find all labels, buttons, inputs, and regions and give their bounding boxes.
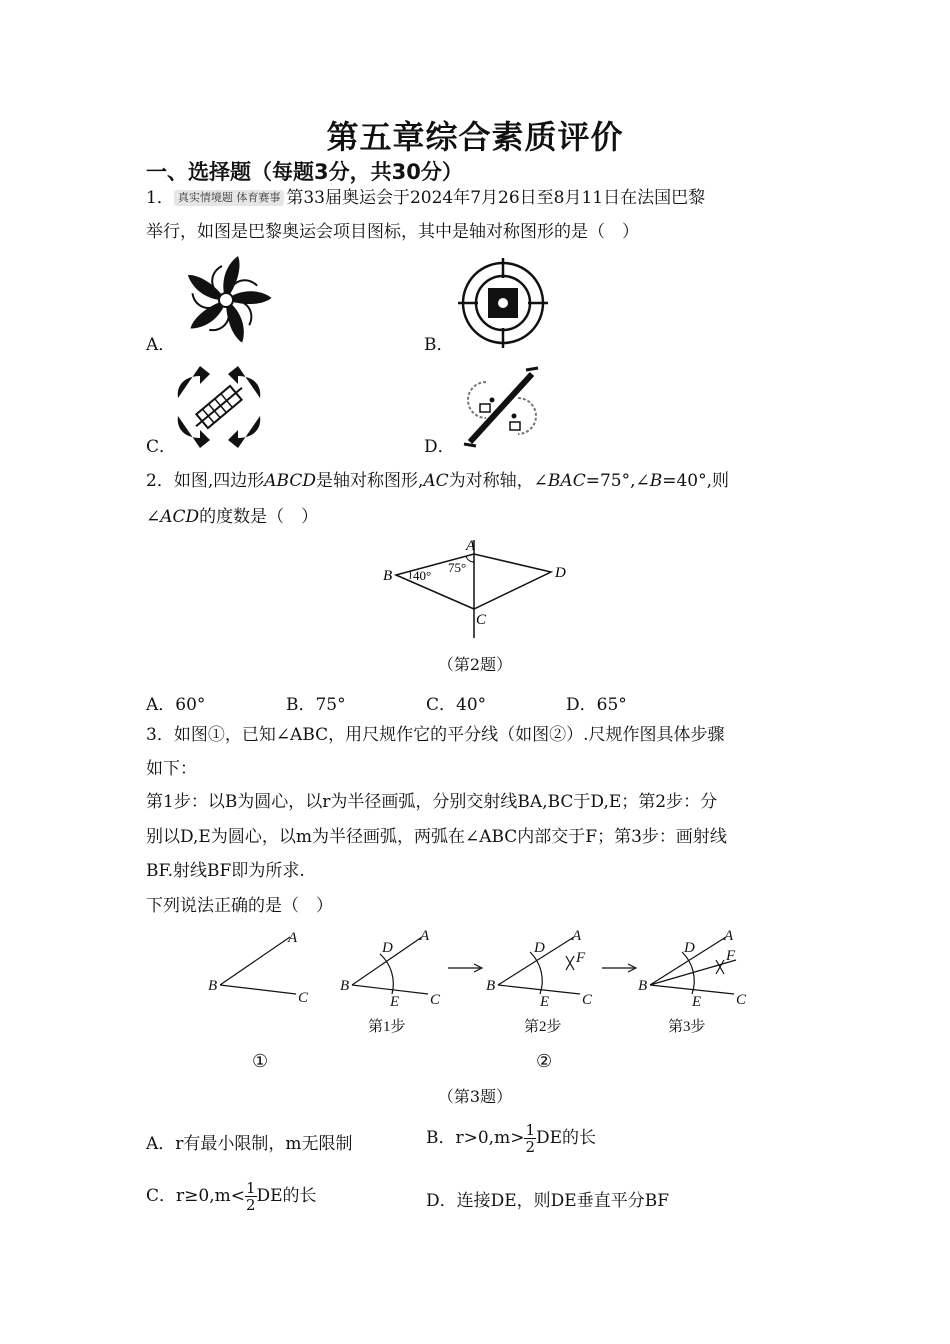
q3-s3-label-d: D <box>684 940 695 956</box>
q3-option-d[interactable]: D．连接DE，则DE垂直平分BF <box>426 1191 669 1211</box>
q3-s3-label-a: A <box>724 928 734 944</box>
q3-line1: 3．如图①，已知∠ABC，用尺规作它的平分线（如图②）.尺规作图具体步骤 <box>146 725 725 745</box>
page-title: 第五章综合素质评价 <box>326 118 624 156</box>
q3-step1-caption: 第1步 <box>368 1019 406 1035</box>
q3-s1-label-b: B <box>340 978 350 994</box>
q3-s3-label-f: F <box>726 948 736 964</box>
q1-option-d-label: D． <box>424 437 455 457</box>
q2-option-d[interactable]: D．65° <box>566 695 627 715</box>
q1-option-b-label: B． <box>424 335 454 355</box>
q3-line5: BF.射线BF即为所求. <box>146 861 305 881</box>
q1-line2: 举行，如图是巴黎奥运会项目图标，其中是轴对称图形的是（ ） <box>146 222 639 242</box>
q3-s1-label-c: C <box>430 992 441 1008</box>
q3-fig1-label-c: C <box>298 990 309 1006</box>
q1-option-d-bar-icon[interactable] <box>456 366 548 450</box>
q1-option-c-label: C． <box>146 437 177 457</box>
q3-step2-caption: 第2步 <box>524 1019 562 1035</box>
q1-option-a-label: A． <box>146 335 176 355</box>
q3-s2-label-b: B <box>486 978 496 994</box>
q2-angle-40: 40° <box>413 568 432 583</box>
q3-option-b[interactable]: B．r>0,m> $\frac{1}{2}$ DE的长 <box>426 1121 597 1156</box>
q3-s2-label-f: F <box>576 950 586 966</box>
q3-caption: （第3题） <box>437 1087 513 1106</box>
q3-s2-label-d: D <box>534 940 545 956</box>
q3-fig1-label-a: A <box>288 930 298 946</box>
section-heading: 一、选择题（每题3分，共30分） <box>146 160 463 184</box>
q1-option-b-target-icon[interactable] <box>458 258 548 348</box>
q3-s1-label-d: D <box>382 940 393 956</box>
q2-option-c[interactable]: C．40° <box>426 695 487 715</box>
q3-fig1-label-b: B <box>208 978 218 994</box>
q2-label-c: C <box>476 612 487 628</box>
q2-label-b: B <box>383 568 393 584</box>
q2-caption: （第2题） <box>437 655 513 674</box>
q1-number: 1． <box>146 188 174 208</box>
q3-option-c[interactable]: C．r≥0,m< $\frac{1}{2}$ DE的长 <box>146 1179 317 1214</box>
q3-option-c-fraction: $\frac{1}{2}$ <box>245 1179 256 1214</box>
q3-s2-label-e: E <box>540 994 550 1010</box>
q2-line2: ∠ACD的度数是（ ） <box>146 507 319 527</box>
q3-s1-label-a: A <box>420 928 430 944</box>
q1-text1: 第33届奥运会于2024年7月26日至8月11日在法国巴黎 <box>286 188 706 208</box>
q3-s2-label-a: A <box>572 928 582 944</box>
q3-line4: 别以D,E为圆心，以m为半径画弧，两弧在∠ABC内部交于F；第3步：画射线 <box>146 827 727 847</box>
q1-option-c-ring-icon[interactable] <box>174 366 264 448</box>
q2-option-a[interactable]: A．60° <box>146 695 206 715</box>
q3-s3-label-b: B <box>638 978 648 994</box>
q2-quadrilateral-figure <box>376 534 576 640</box>
q3-s3-label-c: C <box>736 992 747 1008</box>
q3-s3-label-e: E <box>692 994 702 1010</box>
q3-s2-label-c: C <box>582 992 593 1008</box>
q1-line1 <box>146 186 705 210</box>
q3-option-a[interactable]: A．r有最小限制，m无限制 <box>146 1134 353 1154</box>
q1-tag-context: 真实情境题 体育赛事 <box>174 190 285 206</box>
q2-label-d: D <box>555 565 566 581</box>
q2-label-a: A <box>466 538 476 554</box>
q2-option-b[interactable]: B．75° <box>286 695 346 715</box>
q3-mark-1: ① <box>252 1051 269 1071</box>
q3-s1-label-e: E <box>390 994 400 1010</box>
q3-option-b-fraction: $\frac{1}{2}$ <box>525 1121 535 1156</box>
q3-mark-2: ② <box>536 1051 553 1071</box>
q3-line3: 第1步：以B为圆心，以r为半径画弧，分别交射线BA,BC于D,E；第2步：分 <box>146 792 718 812</box>
q1-option-a-swirl-icon[interactable] <box>176 252 276 348</box>
q2-line1: 2．如图,四边形ABCD是轴对称图形,AC为对称轴，∠BAC=75°,∠B=40°,则 <box>146 471 730 491</box>
q3-construction-figure <box>200 922 760 1072</box>
q3-line6: 下列说法正确的是（ ） <box>146 896 333 916</box>
q2-angle-75: 75° <box>448 560 467 575</box>
q3-step3-caption: 第3步 <box>668 1019 706 1035</box>
q3-line2: 如下： <box>146 759 197 779</box>
